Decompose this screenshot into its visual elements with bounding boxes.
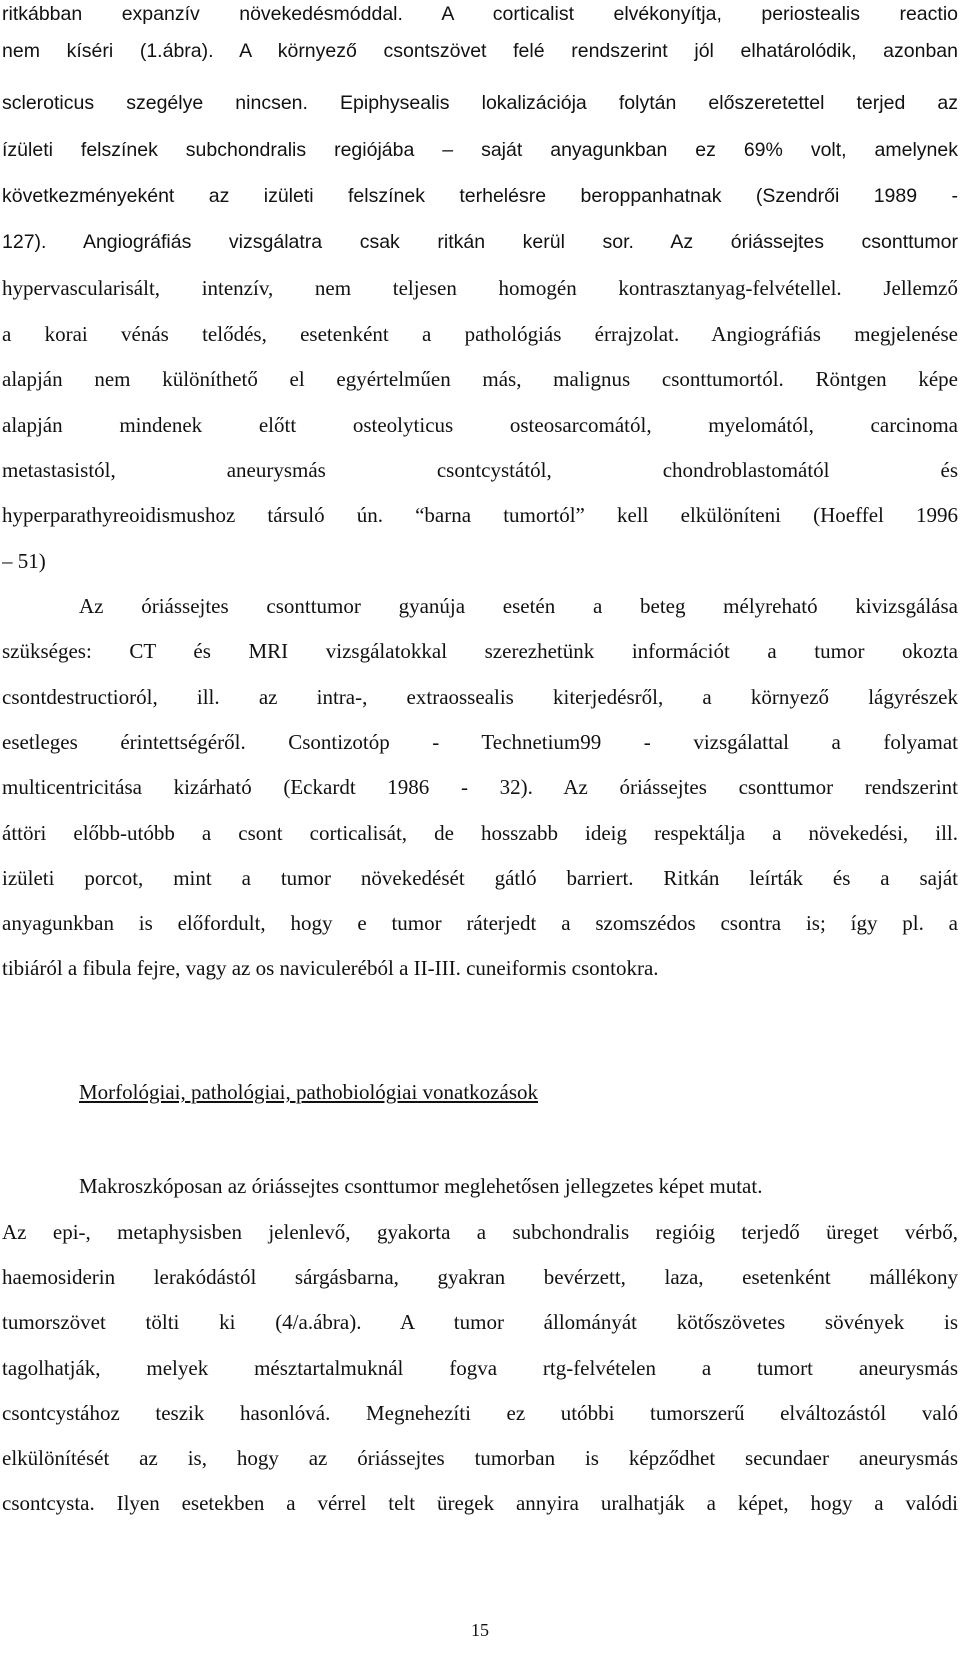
text-line: haemosiderin lerakódástól sárgásbarna, gyakran bevérzett, laza, esetenként mállékony (2, 1265, 958, 1289)
text-line: tagolhatják, melyek mésztartalmuknál fogva rtg-felvételen a tumort aneurysmás (2, 1356, 958, 1380)
text-line: – 51) (2, 549, 46, 573)
text-line: áttöri előbb-utóbb a csont corticalisát, de hosszabb ideig respektálja a növekedési, ill. (2, 821, 958, 845)
text-line: Makroszkóposan az óriássejtes csonttumor meglehetősen jellegzetes képet mutat. (79, 1174, 763, 1198)
text-line: multicentricitása kizárható (Eckardt 1986 - 32). Az óriássejtes csonttumor rendszerint (2, 775, 958, 799)
text-line: szükséges: CT és MRI vizsgálatokkal szerezhetünk információt a tumor okozta (2, 639, 958, 663)
section-heading: Morfológiai, pathológiai, pathobiológiai vonatkozások (79, 1080, 538, 1104)
text-line: következményeként az izületi felszínek terhelésre beroppanhatnak (Szendrői 1989 - (2, 185, 958, 207)
text-line: tumorszövet tölti ki (4/a.ábra). A tumor állományát kötőszövetes sövények is (2, 1310, 958, 1334)
text-line: elkülönítését az is, hogy az óriássejtes tumorban is képződhet secundaer aneurysmás (2, 1446, 958, 1470)
text-line: Az óriássejtes csonttumor gyanúja esetén a beteg mélyreható kivizsgálása (79, 594, 958, 618)
page-number: 15 (471, 1620, 489, 1640)
text-line: hyperparathyreoidismushoz társuló ún. “barna tumortól” kell elkülöníteni (Hoeffel 1996 (2, 503, 958, 527)
text-line: alapján mindenek előtt osteolyticus osteosarcomától, myelomától, carcinoma (2, 413, 958, 437)
text-line: hypervascularisált, intenzív, nem teljesen homogén kontrasztanyag-felvétellel. Jellemző (2, 276, 958, 300)
text-line: 127). Angiográfiás vizsgálatra csak ritkán kerül sor. Az óriássejtes csonttumor (2, 231, 958, 253)
text-line: csontcystához teszik hasonlóvá. Megnehezíti ez utóbbi tumorszerű elváltozástól való (2, 1401, 958, 1425)
text-line: metastasistól, aneurysmás csontcystától, chondroblastomától és (2, 458, 958, 482)
text-line: tibiáról a fibula fejre, vagy az os naviculeréból a II-III. cuneiformis csontokra. (2, 956, 659, 980)
text-line: Az epi-, metaphysisben jelenlevő, gyakorta a subchondralis regióig terjedő üreget vérbő, (2, 1220, 958, 1244)
text-line: ízületi felszínek subchondralis regiójába – saját anyagunkban ez 69% volt, amelynek (2, 139, 958, 161)
text-line: esetleges érintettségéről. Csontizotóp - Technetium99 - vizsgálattal a folyamat (2, 730, 958, 754)
text-line: a korai vénás telődés, esetenként a pathológiás érrajzolat. Angiográfiás megjelenése (2, 322, 958, 346)
text-line: csontcysta. Ilyen esetekben a vérrel telt üregek annyira uralhatják a képet, hogy a valódi (2, 1491, 958, 1515)
text-line: izületi porcot, mint a tumor növekedését gátló barriert. Ritkán leírták és a saját (2, 866, 958, 890)
text-line: alapján nem különíthető el egyértelműen más, malignus csonttumortól. Röntgen képe (2, 367, 958, 391)
text-line: scleroticus szegélye nincsen. Epiphysealis lokalizációja folytán előszeretettel terjed az (2, 92, 958, 114)
text-line: csontdestructioról, ill. az intra-, extraossealis kiterjedésről, a környező lágyrészek (2, 685, 958, 709)
text-line: nem kíséri (1.ábra). A környező csontszövet felé rendszerint jól elhatárolódik, azonban (2, 40, 958, 62)
text-line: anyagunkban is előfordult, hogy e tumor ráterjedt a szomszédos csontra is; így pl. a (2, 911, 958, 935)
text-line: ritkábban expanzív növekedésmóddal. A corticalist elvékonyítja, periostealis reactio (2, 3, 958, 25)
